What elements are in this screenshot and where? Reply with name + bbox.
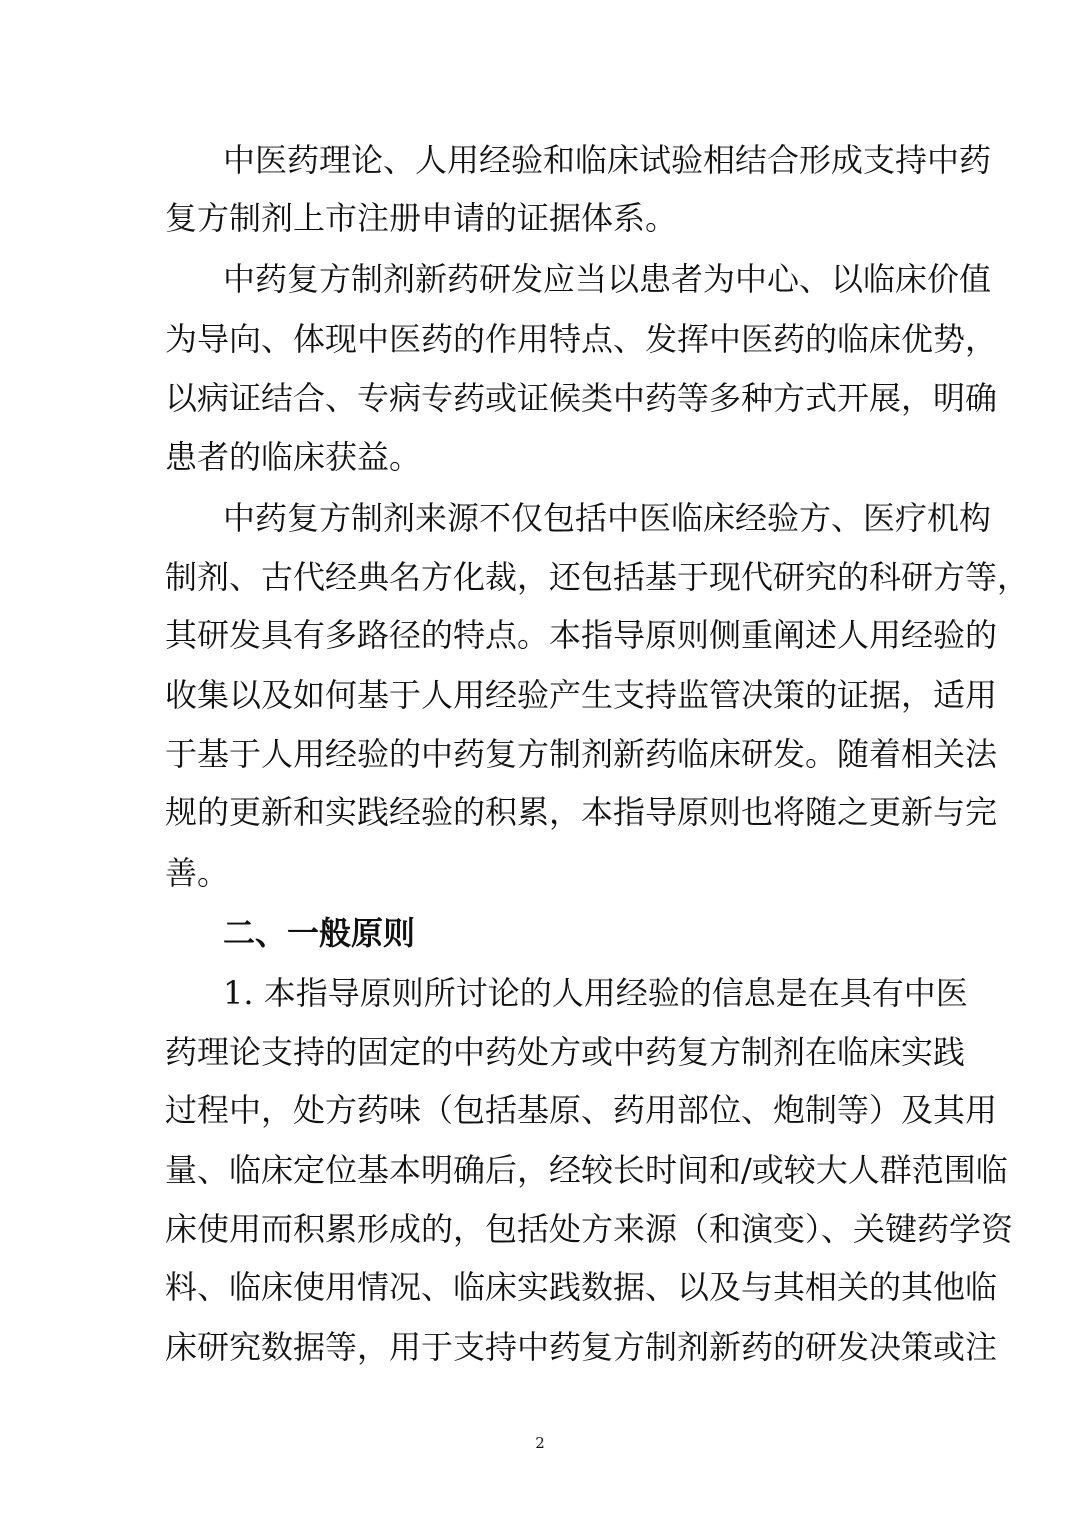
text-line: 料、临床使用情况、临床实践数据、以及与其相关的其他临 xyxy=(165,1268,998,1306)
text-line: 以病证结合、专病专药或证候类中药等多种方式开展，明确 xyxy=(165,379,998,417)
text-line: 1. 本指导原则所讨论的人用经验的信息是在具有中医 xyxy=(223,974,968,1012)
text-line: 复方制剂上市注册申请的证据体系。 xyxy=(165,199,678,237)
text-line: 其研发具有多路径的特点。本指导原则侧重阐述人用经验的 xyxy=(165,616,998,654)
text-line: 于基于人用经验的中药复方制剂新药临床研发。随着相关法 xyxy=(165,735,998,773)
text-line: 中医药理论、人用经验和临床试验相结合形成支持中药 xyxy=(223,141,992,179)
section-heading: 二、一般原则 xyxy=(223,914,416,952)
text-line: 为导向、体现中医药的作用特点、发挥中医药的临床优势， xyxy=(165,320,998,358)
page-number: 2 xyxy=(535,1434,545,1452)
text-line: 收集以及如何基于人用经验产生支持监管决策的证据，适用 xyxy=(165,676,998,714)
text-line: 患者的临床获益。 xyxy=(165,438,422,476)
text-line: 床使用而积累形成的，包括处方来源（和演变）、关键药学资 xyxy=(165,1210,1014,1248)
text-line: 制剂、古代经典名方化裁，还包括基于现代研究的科研方等， xyxy=(165,558,1030,596)
text-line: 中药复方制剂新药研发应当以患者为中心、以临床价值 xyxy=(223,260,992,298)
text-line: 量、临床定位基本明确后，经较长时间和/或较大人群范围临 xyxy=(165,1151,1008,1189)
text-line: 中药复方制剂来源不仅包括中医临床经验方、医疗机构 xyxy=(223,499,992,537)
text-line: 床研究数据等，用于支持中药复方制剂新药的研发决策或注 xyxy=(165,1328,998,1366)
text-line: 善。 xyxy=(165,854,230,892)
text-line: 规的更新和实践经验的积累，本指导原则也将随之更新与完 xyxy=(165,793,998,831)
text-line: 过程中，处方药味（包括基原、药用部位、炮制等）及其用 xyxy=(165,1091,998,1129)
text-line: 药理论支持的固定的中药处方或中药复方制剂在临床实践 xyxy=(165,1033,966,1071)
